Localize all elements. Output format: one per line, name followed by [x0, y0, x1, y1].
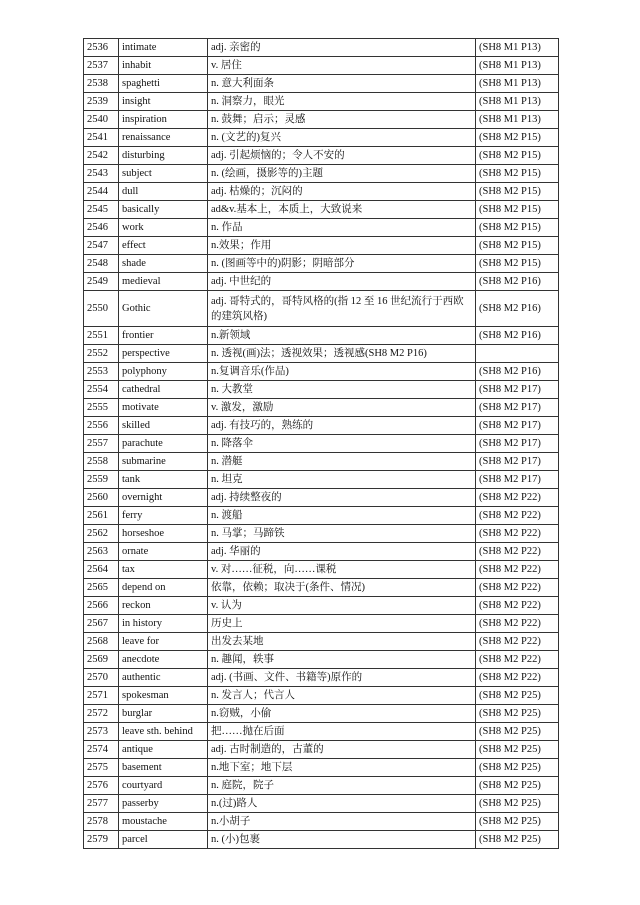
entry-word: shade	[119, 255, 208, 273]
entry-number: 2568	[84, 633, 119, 651]
table-row	[84, 489, 559, 507]
entry-source: (SH8 M2 P15)	[476, 219, 559, 237]
entry-number: 2566	[84, 597, 119, 615]
entry-number: 2542	[84, 147, 119, 165]
entry-word: moustache	[119, 813, 208, 831]
entry-number: 2550	[84, 291, 119, 327]
entry-number: 2579	[84, 831, 119, 849]
table-row	[84, 705, 559, 723]
table-row	[84, 633, 559, 651]
entry-source: (SH8 M2 P22)	[476, 489, 559, 507]
entry-number: 2545	[84, 201, 119, 219]
entry-definition: adj. (书画、文件、书籍等)原作的	[208, 669, 476, 687]
entry-source: (SH8 M2 P17)	[476, 417, 559, 435]
entry-definition: n.小胡子	[208, 813, 476, 831]
entry-word: burglar	[119, 705, 208, 723]
entry-word: courtyard	[119, 777, 208, 795]
entry-definition: n. 坦克	[208, 471, 476, 489]
entry-source: (SH8 M2 P25)	[476, 723, 559, 741]
entry-number: 2541	[84, 129, 119, 147]
entry-source: (SH8 M2 P22)	[476, 579, 559, 597]
entry-definition: adj. 华丽的	[208, 543, 476, 561]
entry-definition: n. (绘画，摄影等的)主题	[208, 165, 476, 183]
entry-word: authentic	[119, 669, 208, 687]
entry-source: (SH8 M2 P22)	[476, 669, 559, 687]
entry-source: (SH8 M2 P17)	[476, 399, 559, 417]
entry-source: (SH8 M2 P22)	[476, 651, 559, 669]
entry-definition: adj. 有技巧的，熟练的	[208, 417, 476, 435]
entry-word: spaghetti	[119, 75, 208, 93]
entry-source: (SH8 M2 P25)	[476, 741, 559, 759]
entry-number: 2578	[84, 813, 119, 831]
entry-word: leave sth. behind	[119, 723, 208, 741]
entry-source: (SH8 M2 P16)	[476, 291, 559, 327]
entry-word: reckon	[119, 597, 208, 615]
entry-source: (SH8 M1 P13)	[476, 111, 559, 129]
entry-word: horseshoe	[119, 525, 208, 543]
table-row	[84, 237, 559, 255]
entry-word: polyphony	[119, 363, 208, 381]
entry-number: 2574	[84, 741, 119, 759]
entry-source: (SH8 M2 P25)	[476, 777, 559, 795]
entry-number: 2576	[84, 777, 119, 795]
entry-definition: adj. 引起烦恼的；令人不安的	[208, 147, 476, 165]
entry-number: 2537	[84, 57, 119, 75]
entry-number: 2559	[84, 471, 119, 489]
table-row	[84, 831, 559, 849]
entry-definition: n. 庭院，院子	[208, 777, 476, 795]
entry-word: antique	[119, 741, 208, 759]
entry-word: medieval	[119, 273, 208, 291]
table-row	[84, 129, 559, 147]
table-row	[84, 795, 559, 813]
entry-number: 2565	[84, 579, 119, 597]
entry-number: 2575	[84, 759, 119, 777]
entry-word: parachute	[119, 435, 208, 453]
entry-source: (SH8 M2 P17)	[476, 453, 559, 471]
table-row	[84, 687, 559, 705]
entry-definition: n. 洞察力，眼光	[208, 93, 476, 111]
entry-definition: n.效果；作用	[208, 237, 476, 255]
entry-word: work	[119, 219, 208, 237]
entry-number: 2569	[84, 651, 119, 669]
entry-source: (SH8 M2 P25)	[476, 795, 559, 813]
entry-number: 2548	[84, 255, 119, 273]
entry-source: (SH8 M1 P13)	[476, 39, 559, 57]
entry-definition: n. 潜艇	[208, 453, 476, 471]
entry-word: tax	[119, 561, 208, 579]
entry-definition: n.地下室；地下层	[208, 759, 476, 777]
entry-number: 2549	[84, 273, 119, 291]
entry-number: 2546	[84, 219, 119, 237]
entry-number: 2570	[84, 669, 119, 687]
entry-definition: 把……抛在后面	[208, 723, 476, 741]
entry-source: (SH8 M2 P16)	[476, 363, 559, 381]
entry-definition: n. 渡船	[208, 507, 476, 525]
entry-source: (SH8 M2 P25)	[476, 705, 559, 723]
entry-word: perspective	[119, 345, 208, 363]
entry-source: (SH8 M2 P22)	[476, 561, 559, 579]
entry-definition: 依靠，依赖；取决于(条件、情况)	[208, 579, 476, 597]
table-row	[84, 651, 559, 669]
table-row	[84, 399, 559, 417]
table-row	[84, 345, 559, 363]
entry-word: effect	[119, 237, 208, 255]
entry-source: (SH8 M2 P15)	[476, 147, 559, 165]
table-row	[84, 363, 559, 381]
entry-number: 2536	[84, 39, 119, 57]
entry-definition: adj. 持续整夜的	[208, 489, 476, 507]
entry-number: 2557	[84, 435, 119, 453]
entry-definition: 出发去某地	[208, 633, 476, 651]
table-row	[84, 597, 559, 615]
vocabulary-table	[83, 38, 559, 849]
table-row	[84, 147, 559, 165]
entry-number: 2562	[84, 525, 119, 543]
table-row	[84, 219, 559, 237]
entry-definition: n. (文艺的)复兴	[208, 129, 476, 147]
entry-definition: v. 认为	[208, 597, 476, 615]
table-row	[84, 93, 559, 111]
entry-source: (SH8 M2 P25)	[476, 813, 559, 831]
table-row	[84, 165, 559, 183]
entry-source: (SH8 M2 P25)	[476, 759, 559, 777]
entry-number: 2561	[84, 507, 119, 525]
entry-definition: adj. 亲密的	[208, 39, 476, 57]
entry-number: 2544	[84, 183, 119, 201]
entry-source: (SH8 M2 P16)	[476, 327, 559, 345]
table-row	[84, 561, 559, 579]
entry-definition: v. 对……征税，向……课税	[208, 561, 476, 579]
entry-word: intimate	[119, 39, 208, 57]
entry-word: basically	[119, 201, 208, 219]
table-row	[84, 75, 559, 93]
table-row	[84, 453, 559, 471]
table-row	[84, 273, 559, 291]
table-row	[84, 471, 559, 489]
entry-definition: 历史上	[208, 615, 476, 633]
entry-word: Gothic	[119, 291, 208, 327]
entry-definition: n.新领域	[208, 327, 476, 345]
entry-number: 2567	[84, 615, 119, 633]
entry-word: anecdote	[119, 651, 208, 669]
entry-source: (SH8 M2 P17)	[476, 435, 559, 453]
entry-number: 2571	[84, 687, 119, 705]
entry-word: insight	[119, 93, 208, 111]
table-row	[84, 327, 559, 345]
entry-source: (SH8 M2 P22)	[476, 615, 559, 633]
entry-word: skilled	[119, 417, 208, 435]
entry-word: passerby	[119, 795, 208, 813]
table-row	[84, 525, 559, 543]
entry-definition: v. 居住	[208, 57, 476, 75]
entry-definition: n.(过)路人	[208, 795, 476, 813]
entry-definition: n. 发言人；代言人	[208, 687, 476, 705]
entry-definition: n.复调音乐(作品)	[208, 363, 476, 381]
entry-word: overnight	[119, 489, 208, 507]
table-row	[84, 417, 559, 435]
table-row	[84, 57, 559, 75]
entry-number: 2539	[84, 93, 119, 111]
table-row	[84, 435, 559, 453]
entry-word: depend on	[119, 579, 208, 597]
entry-definition: ad&v.基本上，本质上，大致说来	[208, 201, 476, 219]
entry-source: (SH8 M2 P15)	[476, 237, 559, 255]
entry-source: (SH8 M2 P15)	[476, 183, 559, 201]
entry-source: (SH8 M2 P22)	[476, 597, 559, 615]
entry-definition: n. 大教堂	[208, 381, 476, 399]
entry-word: ornate	[119, 543, 208, 561]
table-row	[84, 723, 559, 741]
entry-number: 2543	[84, 165, 119, 183]
table-row	[84, 813, 559, 831]
entry-source: (SH8 M2 P15)	[476, 165, 559, 183]
entry-definition: n. 鼓舞；启示；灵感	[208, 111, 476, 129]
entry-number: 2572	[84, 705, 119, 723]
table-row	[84, 579, 559, 597]
entry-number: 2540	[84, 111, 119, 129]
entry-definition: n. 透视(画)法；透视效果；透视感(SH8 M2 P16)	[208, 345, 476, 363]
entry-source: (SH8 M2 P15)	[476, 255, 559, 273]
entry-definition: n. 马掌；马蹄铁	[208, 525, 476, 543]
entry-source: (SH8 M2 P17)	[476, 381, 559, 399]
entry-definition: n. 作品	[208, 219, 476, 237]
entry-source: (SH8 M2 P15)	[476, 129, 559, 147]
entry-number: 2558	[84, 453, 119, 471]
entry-word: motivate	[119, 399, 208, 417]
table-row	[84, 669, 559, 687]
entry-number: 2573	[84, 723, 119, 741]
entry-number: 2563	[84, 543, 119, 561]
table-row	[84, 111, 559, 129]
table-row	[84, 759, 559, 777]
entry-number: 2555	[84, 399, 119, 417]
table-row	[84, 381, 559, 399]
table-row	[84, 615, 559, 633]
entry-word: cathedral	[119, 381, 208, 399]
table-row	[84, 255, 559, 273]
entry-word: ferry	[119, 507, 208, 525]
entry-word: in history	[119, 615, 208, 633]
entry-word: subject	[119, 165, 208, 183]
entry-word: tank	[119, 471, 208, 489]
entry-source: (SH8 M2 P22)	[476, 507, 559, 525]
entry-definition: adj. 哥特式的，哥特风格的(指 12 至 16 世纪流行于西欧的建筑风格)	[208, 291, 476, 327]
entry-number: 2564	[84, 561, 119, 579]
entry-word: renaissance	[119, 129, 208, 147]
entry-number: 2547	[84, 237, 119, 255]
entry-word: spokesman	[119, 687, 208, 705]
table-row	[84, 39, 559, 57]
table-row	[84, 291, 559, 327]
entry-number: 2556	[84, 417, 119, 435]
entry-definition: n. 意大利面条	[208, 75, 476, 93]
entry-definition: adj. 枯燥的；沉闷的	[208, 183, 476, 201]
entry-definition: n. 趣闻，轶事	[208, 651, 476, 669]
entry-number: 2552	[84, 345, 119, 363]
entry-source	[476, 345, 559, 363]
entry-word: inhabit	[119, 57, 208, 75]
table-row	[84, 507, 559, 525]
entry-source: (SH8 M1 P13)	[476, 57, 559, 75]
entry-source: (SH8 M2 P22)	[476, 633, 559, 651]
entry-word: inspiration	[119, 111, 208, 129]
entry-definition: n.窃贼，小偷	[208, 705, 476, 723]
entry-source: (SH8 M2 P22)	[476, 525, 559, 543]
entry-source: (SH8 M1 P13)	[476, 75, 559, 93]
entry-number: 2560	[84, 489, 119, 507]
entry-source: (SH8 M2 P25)	[476, 831, 559, 849]
entry-definition: n. (图画等中的)阴影；阴暗部分	[208, 255, 476, 273]
vocabulary-table-body	[84, 39, 559, 849]
entry-definition: adj. 中世纪的	[208, 273, 476, 291]
entry-source: (SH8 M2 P25)	[476, 687, 559, 705]
entry-word: frontier	[119, 327, 208, 345]
entry-word: disturbing	[119, 147, 208, 165]
entry-number: 2554	[84, 381, 119, 399]
entry-number: 2577	[84, 795, 119, 813]
entry-word: submarine	[119, 453, 208, 471]
entry-source: (SH8 M2 P16)	[476, 273, 559, 291]
entry-definition: n. (小)包裹	[208, 831, 476, 849]
entry-source: (SH8 M2 P15)	[476, 201, 559, 219]
entry-number: 2553	[84, 363, 119, 381]
table-row	[84, 183, 559, 201]
entry-definition: adj. 古时制造的，古董的	[208, 741, 476, 759]
entry-definition: v. 激发，激励	[208, 399, 476, 417]
entry-word: leave for	[119, 633, 208, 651]
entry-word: basement	[119, 759, 208, 777]
table-row	[84, 201, 559, 219]
entry-definition: n. 降落伞	[208, 435, 476, 453]
table-row	[84, 777, 559, 795]
entry-source: (SH8 M1 P13)	[476, 93, 559, 111]
entry-word: parcel	[119, 831, 208, 849]
entry-source: (SH8 M2 P22)	[476, 543, 559, 561]
table-row	[84, 543, 559, 561]
entry-word: dull	[119, 183, 208, 201]
table-row	[84, 741, 559, 759]
entry-number: 2551	[84, 327, 119, 345]
entry-source: (SH8 M2 P17)	[476, 471, 559, 489]
entry-number: 2538	[84, 75, 119, 93]
